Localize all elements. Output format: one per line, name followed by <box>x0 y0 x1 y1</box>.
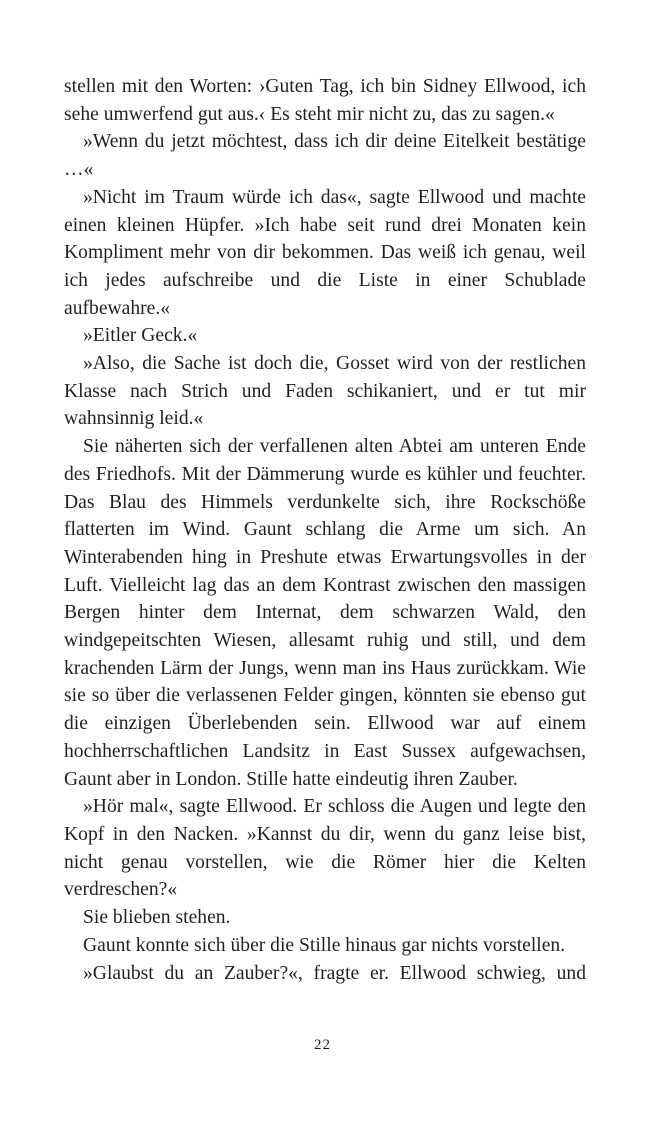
paragraph: Sie blieben stehen. <box>83 907 231 929</box>
paragraph: Gaunt konnte sich über die Stille hinaus gar nichts vorstellen. <box>83 934 566 956</box>
paragraph: »Also, die Sache ist doch die, Gosset wird von der restlichen Klasse nach Strich und Faden schikaniert, und er tut mir wahnsinnig leid.« <box>64 353 586 430</box>
paragraph: »Nicht im Traum würde ich das«, sagte Ellwood und machte einen kleinen Hüpfer. »Ich habe seit rund drei Monaten kein Kompliment mehr von dir bekommen. Das weiß ich genau, weil ich jedes aufschreibe und die Liste in einer Schublade aufbewahre.« <box>64 186 586 319</box>
paragraph: Sie näherten sich der verfallenen alten Abtei am unteren Ende des Friedhofs. Mit der Dämmerung wurde es kühler und feuchter. Das Blau des Himmels verdunkelte sich, ihre Rockschöße flatterten im Wind. Gaunt schlang die Arme um sich. An Winterabenden hing in Preshute etwas Erwartungsvolles in der Luft. Vielleicht lag das an dem Kontrast zwischen den massigen Bergen hinter dem Internat, dem schwarzen Wald, den windgepeitschten Wiesen, allesamt ruhig und still, und dem krachenden Lärm der Jungs, wenn man ins Haus zurückkam. Wie sie so über die verlassenen Felder gingen, könnten sie ebenso gut die einzigen Überlebenden sein. Ellwood war auf einem hochherrschaftlichen Landsitz in East Sussex aufgewachsen, Gaunt aber in London. Stille hatte eindeutig ihren Zauber. <box>64 436 586 790</box>
paragraph: »Eitler Geck.« <box>83 325 198 347</box>
paragraph-last: »Glaubst du an Zauber?«, fragte er. Ellwood schwieg, und <box>83 962 586 984</box>
paragraph: »Wenn du jetzt möchtest, dass ich dir deine Eitelkeit bestätige …« <box>64 131 586 181</box>
paragraph: »Hör mal«, sagte Ellwood. Er schloss die Augen und legte den Kopf in den Nacken. »Kannst du dir, wenn du ganz leise bist, nicht genau vorstellen, wie die Römer hier die Kelten verdreschen?« <box>64 796 586 901</box>
paragraph: stellen mit den Worten: ›Guten Tag, ich bin Sidney Ellwood, ich sehe umwerfend gut aus.‹ Es steht mir nicht zu, das zu sagen.« <box>64 76 586 125</box>
book-page-text <box>64 73 586 987</box>
page-number: 22 <box>314 1037 331 1053</box>
